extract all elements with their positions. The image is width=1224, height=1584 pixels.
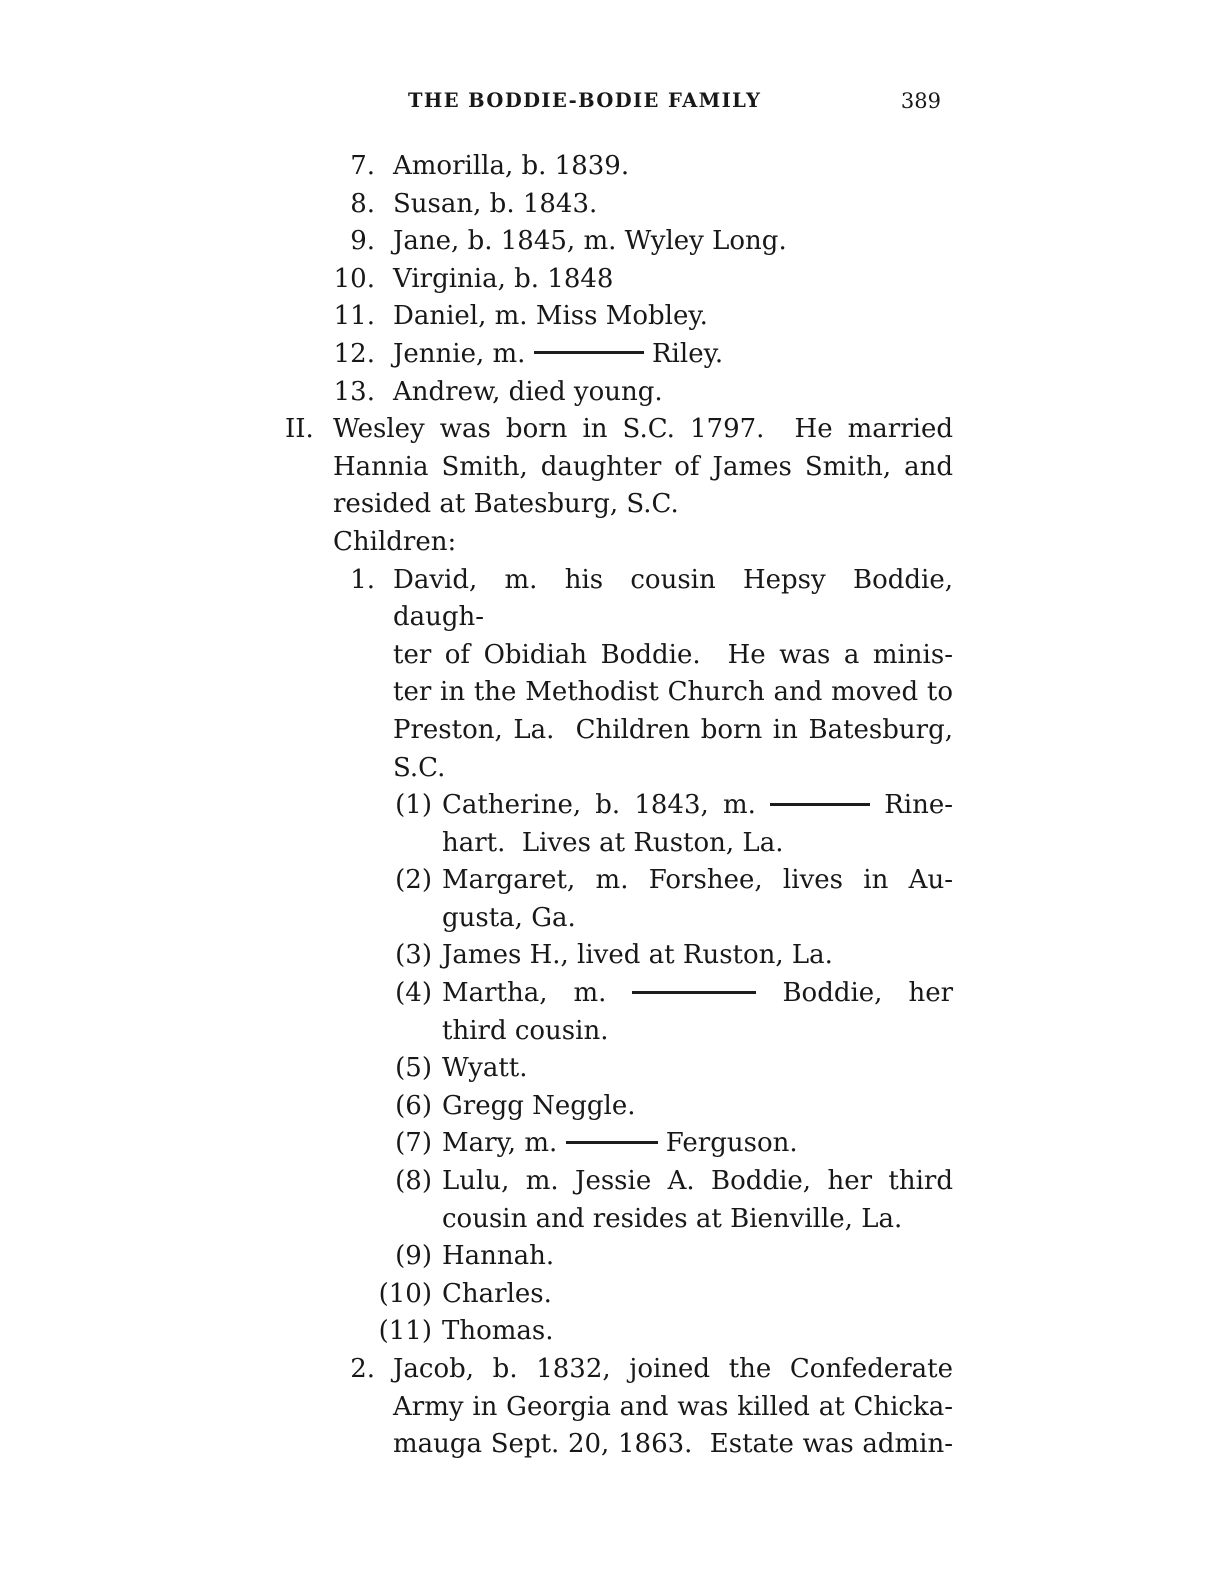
item-number: (10) xyxy=(378,1278,432,1309)
sub-item xyxy=(285,1163,953,1238)
paragraph-line xyxy=(442,862,953,900)
paragraph-line xyxy=(393,1389,953,1427)
child-item-david xyxy=(285,562,953,788)
line-text: resided at Batesburg, S.C. xyxy=(333,489,679,520)
sub-item xyxy=(285,1125,953,1163)
paragraph-line xyxy=(333,449,953,487)
paragraph-line xyxy=(393,1351,953,1389)
item-number: 1. xyxy=(350,564,375,595)
item-number: (1) xyxy=(395,790,432,821)
line-text: Children: xyxy=(333,526,457,557)
line-text: hart. Lives at Ruston, La. xyxy=(442,827,784,858)
line-text: Hannah. xyxy=(442,1241,555,1272)
item-number: (11) xyxy=(378,1316,432,1347)
item-text: Riley. xyxy=(651,338,724,369)
list-item xyxy=(285,223,953,261)
paragraph-line xyxy=(442,1313,953,1351)
item-number: 11. xyxy=(333,301,375,332)
line-text: Margaret, m. Forshee, lives in Au- xyxy=(442,865,953,896)
item-number: (3) xyxy=(395,940,432,971)
line-text: Army in Georgia and was killed at Chicka- xyxy=(393,1391,953,1422)
page-title: THE BODDIE-BODIE FAMILY xyxy=(408,89,762,112)
line-text: Lulu, m. Jessie A. Boddie, her third xyxy=(442,1166,953,1197)
line-text: Jacob, b. 1832, joined the Confederate xyxy=(393,1354,953,1384)
sub-item xyxy=(285,862,953,937)
paragraph-line xyxy=(333,486,953,524)
paragraph-line xyxy=(442,1088,953,1126)
page-number: 389 xyxy=(900,89,941,113)
line-text: Wesley was born in S.C. 1797. He married xyxy=(333,414,953,445)
paragraph-line xyxy=(442,1238,953,1276)
item-text: Amorilla, b. 1839. xyxy=(393,151,630,181)
item-number: (5) xyxy=(395,1053,432,1084)
line-text: Charles. xyxy=(442,1278,552,1309)
item-number: 8. xyxy=(350,188,375,219)
blank-line xyxy=(770,803,870,806)
paragraph-line xyxy=(393,637,953,675)
page-body xyxy=(285,148,953,1464)
line-text: Catherine, b. 1843, m. xyxy=(442,790,756,821)
sub-item xyxy=(285,1238,953,1276)
line-text: James H., lived at Ruston, La. xyxy=(442,940,833,971)
item-number: (8) xyxy=(395,1166,432,1197)
line-text: Hannia Smith, daughter of James Smith, and xyxy=(333,451,953,482)
sub-item xyxy=(285,1088,953,1126)
paragraph-line xyxy=(393,674,953,712)
paragraph-line xyxy=(393,712,953,750)
blank-line xyxy=(534,351,644,354)
paragraph-line xyxy=(442,1050,953,1088)
line-text: gusta, Ga. xyxy=(442,902,576,933)
list-item xyxy=(285,336,953,374)
sub-item xyxy=(285,1050,953,1088)
item-number: 9. xyxy=(350,226,375,257)
line-text: S.C. xyxy=(393,752,446,783)
paragraph-line xyxy=(442,975,953,1013)
paragraph-line xyxy=(393,562,953,637)
line-text: cousin and resides at Bienville, La. xyxy=(442,1203,903,1234)
line-text: Ferguson. xyxy=(665,1128,798,1159)
line-text: Wyatt. xyxy=(442,1053,528,1084)
paragraph-line xyxy=(442,1013,953,1051)
paragraph-line xyxy=(442,1276,953,1314)
list-item xyxy=(285,261,953,299)
paragraph-line xyxy=(442,900,953,938)
item-text: Jane, b. 1845, m. Wyley Long. xyxy=(393,226,787,257)
item-number: 12. xyxy=(333,338,375,369)
item-text: Jennie, m. xyxy=(393,338,526,369)
line-text: Gregg Neggle. xyxy=(442,1090,636,1121)
line-text: Martha, m. xyxy=(442,978,607,1009)
list-item xyxy=(285,186,953,224)
paragraph-line xyxy=(442,825,953,863)
running-header xyxy=(285,88,953,120)
paragraph-line xyxy=(442,1163,953,1201)
list-item xyxy=(285,374,953,412)
item-number: 7. xyxy=(350,151,375,181)
section-marker: II. xyxy=(285,414,314,445)
item-number: (2) xyxy=(395,865,432,896)
sub-item xyxy=(285,1276,953,1314)
list-item xyxy=(285,148,953,186)
child-item-jacob xyxy=(285,1351,953,1464)
line-text: third cousin. xyxy=(442,1015,609,1046)
item-number: (4) xyxy=(395,978,432,1009)
item-text: Virginia, b. 1848 xyxy=(393,263,614,294)
paragraph-line xyxy=(442,1201,953,1239)
item-number: (9) xyxy=(395,1241,432,1272)
paragraph-line xyxy=(442,937,953,975)
blank-line xyxy=(566,1141,658,1144)
section-ii xyxy=(285,411,953,561)
blank-line xyxy=(632,991,756,994)
line-text: David, m. his cousin Hepsy Boddie, daugh- xyxy=(393,564,953,633)
item-text: Susan, b. 1843. xyxy=(393,188,598,219)
paragraph-line xyxy=(393,750,953,788)
item-number: (6) xyxy=(395,1090,432,1121)
list-item xyxy=(285,298,953,336)
paragraph-line xyxy=(393,1426,953,1464)
item-text: Daniel, m. Miss Mobley. xyxy=(393,301,708,332)
line-text: mauga Sept. 20, 1863. Estate was admin- xyxy=(393,1429,953,1460)
children-label xyxy=(333,524,953,562)
sub-item xyxy=(285,1313,953,1351)
sub-item xyxy=(285,975,953,1050)
paragraph-line xyxy=(333,411,953,449)
item-number: 2. xyxy=(350,1354,375,1384)
sub-item xyxy=(285,937,953,975)
line-text: ter in the Methodist Church and moved to xyxy=(393,677,953,708)
item-number: (7) xyxy=(395,1128,432,1159)
item-number: 13. xyxy=(333,376,375,407)
line-text: Boddie, her xyxy=(782,978,954,1009)
line-text: Mary, m. xyxy=(442,1128,558,1159)
line-text: Thomas. xyxy=(442,1316,554,1347)
paragraph-line xyxy=(442,787,953,825)
line-text: Preston, La. Children born in Batesburg, xyxy=(393,714,953,745)
item-number: 10. xyxy=(333,263,375,294)
line-text: Rine- xyxy=(884,790,954,821)
line-text: ter of Obidiah Boddie. He was a minis- xyxy=(393,639,953,670)
paragraph-line xyxy=(442,1125,953,1163)
sub-item xyxy=(285,787,953,862)
item-text: Andrew, died young. xyxy=(393,376,663,407)
